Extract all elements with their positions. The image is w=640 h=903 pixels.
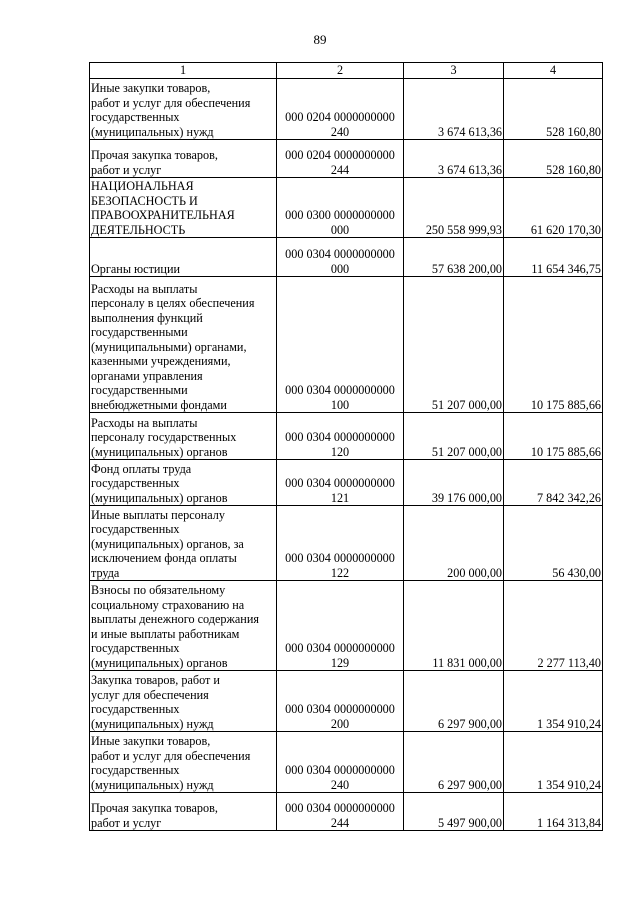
row-name: Иные закупки товаров, работ и услуг для обеспечения государственных (муниципальных) нужд — [90, 732, 277, 793]
row-value-3: 5 497 900,00 — [404, 793, 504, 831]
table-row — [90, 581, 603, 671]
row-code: 000 0304 0000000000 121 — [277, 460, 404, 506]
table-row — [90, 506, 603, 581]
row-name: Органы юстиции — [90, 238, 277, 277]
row-value-4: 2 277 113,40 — [504, 581, 603, 671]
table-row — [90, 238, 603, 277]
row-code: 000 0204 0000000000 240 — [277, 79, 404, 140]
row-code: 000 0300 0000000000 000 — [277, 178, 404, 238]
table-row — [90, 732, 603, 793]
table-row — [90, 793, 603, 831]
row-name: Иные закупки товаров, работ и услуг для обеспечения государственных (муниципальных) нужд — [90, 79, 277, 140]
row-value-3: 51 207 000,00 — [404, 413, 504, 460]
row-value-3: 3 674 613,36 — [404, 140, 504, 178]
row-value-3: 250 558 999,93 — [404, 178, 504, 238]
row-name: Расходы на выплаты персоналу в целях обеспечения выполнения функций государственными (муниципальными) органами, казенными учреждениями, органами управления государственными внебюджетными фондами — [90, 277, 277, 413]
row-value-4: 61 620 170,30 — [504, 178, 603, 238]
row-value-4: 10 175 885,66 — [504, 277, 603, 413]
table-row — [90, 277, 603, 413]
row-value-3: 57 638 200,00 — [404, 238, 504, 277]
budget-table — [89, 62, 603, 831]
row-code: 000 0304 0000000000 200 — [277, 671, 404, 732]
table-row — [90, 671, 603, 732]
row-code: 000 0304 0000000000 129 — [277, 581, 404, 671]
row-value-3: 51 207 000,00 — [404, 277, 504, 413]
row-code: 000 0304 0000000000 240 — [277, 732, 404, 793]
row-value-4: 11 654 346,75 — [504, 238, 603, 277]
row-name: Расходы на выплаты персоналу государственных (муниципальных) органов — [90, 413, 277, 460]
row-value-3: 39 176 000,00 — [404, 460, 504, 506]
row-name: Прочая закупка товаров, работ и услуг — [90, 793, 277, 831]
row-value-3: 200 000,00 — [404, 506, 504, 581]
row-name: Фонд оплаты труда государственных (муниципальных) органов — [90, 460, 277, 506]
table-row — [90, 79, 603, 140]
row-value-3: 6 297 900,00 — [404, 671, 504, 732]
row-value-4: 7 842 342,26 — [504, 460, 603, 506]
row-name: Закупка товаров, работ и услуг для обеспечения государственных (муниципальных) нужд — [90, 671, 277, 732]
row-value-4: 56 430,00 — [504, 506, 603, 581]
row-value-4: 528 160,80 — [504, 140, 603, 178]
row-name: Взносы по обязательному социальному страхованию на выплаты денежного содержания и иные выплаты работникам государственных (муниципальных) органов — [90, 581, 277, 671]
header-col-3: 3 — [404, 63, 504, 79]
row-value-4: 1 164 313,84 — [504, 793, 603, 831]
row-value-4: 528 160,80 — [504, 79, 603, 140]
row-name: Иные выплаты персоналу государственных (муниципальных) органов, за исключением фонда оплаты труда — [90, 506, 277, 581]
row-value-4: 10 175 885,66 — [504, 413, 603, 460]
row-code: 000 0304 0000000000 244 — [277, 793, 404, 831]
row-code: 000 0304 0000000000 000 — [277, 238, 404, 277]
row-value-4: 1 354 910,24 — [504, 732, 603, 793]
row-value-3: 6 297 900,00 — [404, 732, 504, 793]
row-code: 000 0304 0000000000 120 — [277, 413, 404, 460]
row-value-4: 1 354 910,24 — [504, 671, 603, 732]
table-row — [90, 140, 603, 178]
table-row — [90, 460, 603, 506]
header-row — [90, 63, 603, 79]
page-number: 89 — [313, 32, 327, 47]
table-row — [90, 178, 603, 238]
row-value-3: 3 674 613,36 — [404, 79, 504, 140]
header-col-2: 2 — [277, 63, 404, 79]
row-code: 000 0304 0000000000 100 — [277, 277, 404, 413]
row-name: Прочая закупка товаров, работ и услуг — [90, 140, 277, 178]
row-code: 000 0204 0000000000 244 — [277, 140, 404, 178]
row-code: 000 0304 0000000000 122 — [277, 506, 404, 581]
row-name: НАЦИОНАЛЬНАЯ БЕЗОПАСНОСТЬ И ПРАВООХРАНИТЕЛЬНАЯ ДЕЯТЕЛЬНОСТЬ — [90, 178, 277, 238]
header-col-4: 4 — [504, 63, 603, 79]
row-value-3: 11 831 000,00 — [404, 581, 504, 671]
table-row — [90, 413, 603, 460]
header-col-1: 1 — [90, 63, 277, 79]
